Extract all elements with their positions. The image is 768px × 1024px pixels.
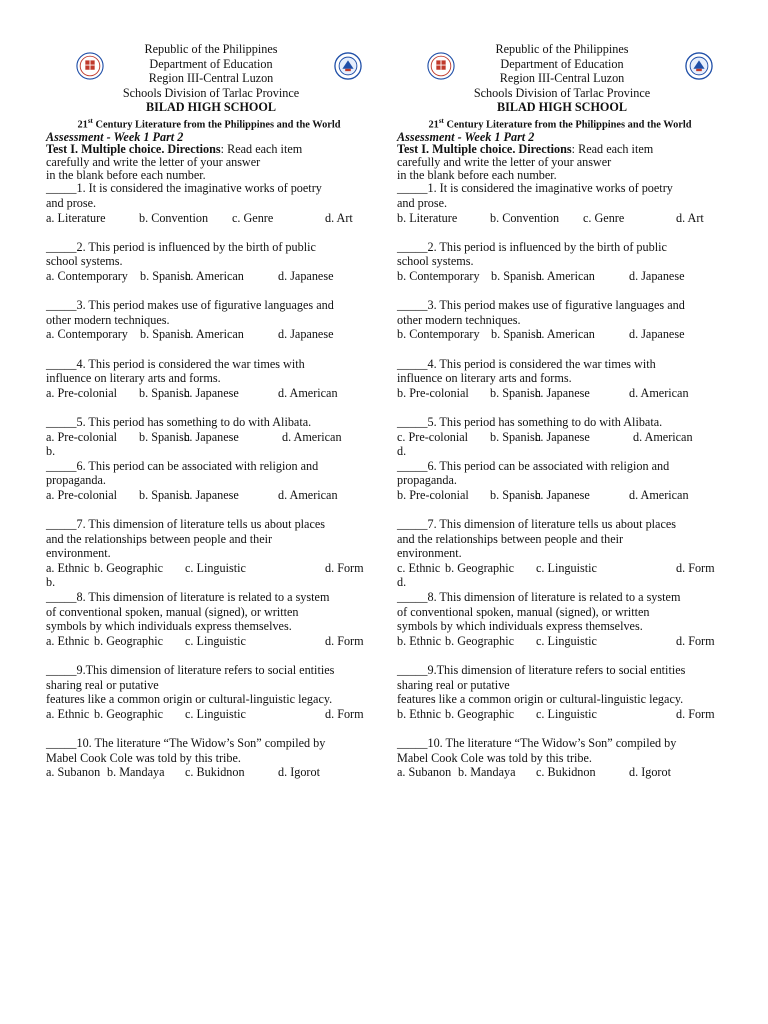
option: c. Japanese xyxy=(184,429,239,444)
option: a. Subanon xyxy=(397,765,452,780)
directions-line: in the blank before each number. xyxy=(46,167,206,182)
option: b. Literature xyxy=(397,210,458,225)
option: a. Ethnic xyxy=(46,706,90,721)
option: b. Ethnic xyxy=(397,706,442,721)
option: d. American xyxy=(278,487,338,502)
option: b. Spanish xyxy=(140,327,191,342)
option: d. Form xyxy=(676,560,715,575)
option: a. Ethnic xyxy=(46,560,90,575)
option: a. Literature xyxy=(46,210,106,225)
option: a. Ethnic xyxy=(46,633,90,648)
option: c. Linguistic xyxy=(185,633,246,648)
question-8: _____8. This dimension of literature is related to a system of conventional spoken, manual (signed), or written symbols by which individuals express themselves. b. Ethnic b. Geographic c. Linguistic d. Form xyxy=(397,590,727,648)
option: a. Pre-colonial xyxy=(46,385,118,400)
option: d. American xyxy=(629,385,689,400)
option: a. Pre-colonial xyxy=(46,429,118,444)
directions-line: in the blank before each number. xyxy=(397,167,557,182)
course-title: 21st Century Literature from the Philippines and the World xyxy=(77,116,341,131)
option: b. Convention xyxy=(139,210,209,225)
stray-text: d. xyxy=(397,575,407,590)
option: c. Japanese xyxy=(184,385,239,400)
option: d. Japanese xyxy=(278,269,334,283)
option: b. Geographic xyxy=(445,560,515,575)
option: d. Form xyxy=(676,633,715,648)
test-title: Test I. Multiple choice. Directions: Read each item xyxy=(397,142,654,157)
option: c. American xyxy=(185,269,244,283)
option: d. Japanese xyxy=(629,327,685,342)
header-department: Department of Education xyxy=(149,56,273,71)
option: b. Pre-colonial xyxy=(397,487,469,502)
answer-options xyxy=(46,211,376,226)
header-region: Region III-Central Luzon xyxy=(148,71,274,86)
header-division: Schools Division of Tarlac Province xyxy=(122,85,300,100)
question-9: _____9.This dimension of literature refers to social entities sharing real or putative features like a common origin or cultural-linguistic legacy. a. Ethnic b. Geographic c. Linguistic d. Form xyxy=(46,663,376,721)
header-region: Region III-Central Luzon xyxy=(499,71,625,86)
option: b. Spanish xyxy=(139,487,190,502)
answer-options xyxy=(46,561,376,576)
assessment-title: Assessment - Week 1 Part 2 xyxy=(46,130,184,145)
question-5: _____5. This period has something to do with Alibata. a. Pre-colonial b. Spanish c. Japanese d. American b. xyxy=(46,415,376,459)
option: b. Spanish xyxy=(490,487,541,502)
option: c. Linguistic xyxy=(185,560,246,575)
question-6: _____6. This period can be associated with religion and propaganda. b. Pre-colonial b. Spanish c. Japanese d. American xyxy=(397,459,727,503)
question-3: _____3. This period makes use of figurative languages and other modern techniques. b. Contemporary b. Spanish c. American d. Japanese xyxy=(397,298,727,342)
header-republic: Republic of the Philippines xyxy=(144,42,278,56)
option: d. Form xyxy=(325,633,364,648)
option: c. Bukidnon xyxy=(536,765,596,780)
option: c. Linguistic xyxy=(185,706,246,721)
school-seal-icon xyxy=(685,52,713,80)
question-7: _____7. This dimension of literature tells us about places and the relationships between people and their environment. a. Ethnic b. Geographic c. Linguistic d. Form b. xyxy=(46,517,376,590)
option: b. Spanish xyxy=(491,327,542,342)
option: c. Pre-colonial xyxy=(397,429,469,444)
option: b. Convention xyxy=(490,210,560,225)
directions-line: carefully and write the letter of your answer xyxy=(46,155,261,170)
option: d. Form xyxy=(676,706,715,721)
directions-line: carefully and write the letter of your answer xyxy=(397,155,612,170)
question-4: _____4. This period is considered the war times with influence on literary arts and forms. b. Pre-colonial b. Spanish c. Japanese d. American xyxy=(397,357,727,401)
option: b. Spanish xyxy=(490,385,541,400)
option: a. Contemporary xyxy=(46,269,128,283)
test-title: Test I. Multiple choice. Directions: Read each item xyxy=(46,142,303,157)
option: c. Ethnic xyxy=(397,560,441,575)
option: d. Form xyxy=(325,560,364,575)
left-column xyxy=(46,42,376,780)
answer-options xyxy=(46,327,376,342)
header-republic: Republic of the Philippines xyxy=(495,42,629,56)
answer-options xyxy=(46,488,376,503)
option: b. Spanish xyxy=(140,269,191,283)
stray-text: b. xyxy=(46,444,56,459)
option: d. Japanese xyxy=(278,327,334,342)
answer-options xyxy=(397,561,727,576)
stray-text: d. xyxy=(397,444,407,459)
answer-options xyxy=(397,765,727,780)
option: d. Igorot xyxy=(629,765,671,780)
right-column xyxy=(397,42,727,780)
question-10: _____10. The literature “The Widow’s Son” compiled by Mabel Cook Cole was told by this tribe. a. Subanon b. Mandaya c. Bukidnon d. Igorot xyxy=(397,736,727,780)
answer-options xyxy=(397,269,727,284)
option: d. Form xyxy=(325,706,364,721)
option: b. Geographic xyxy=(94,633,164,648)
answer-options xyxy=(397,634,727,649)
option: b. Geographic xyxy=(94,706,164,721)
option: d. American xyxy=(278,385,338,400)
header xyxy=(46,42,376,115)
option: c. Genre xyxy=(583,210,625,225)
question-8: _____8. This dimension of literature is related to a system of conventional spoken, manual (signed), or written symbols by which individuals express themselves. a. Ethnic b. Geographic c. Linguistic d. Form xyxy=(46,590,376,648)
option: d. American xyxy=(633,429,693,444)
option: c. American xyxy=(185,327,244,342)
option: b. Geographic xyxy=(445,706,515,721)
answer-options xyxy=(46,707,376,722)
deped-seal-icon xyxy=(76,52,104,80)
option: b. Mandaya xyxy=(107,765,165,780)
question-1: _____1. It is considered the imaginative works of poetry and prose. a. Literature b. Convention c. Genre d. Art xyxy=(46,181,376,225)
option: d. Art xyxy=(676,210,704,225)
header xyxy=(397,42,727,115)
question-6: _____6. This period can be associated with religion and propaganda. a. Pre-colonial b. Spanish c. Japanese d. American xyxy=(46,459,376,503)
option: b. Geographic xyxy=(94,560,164,575)
answer-options xyxy=(397,327,727,342)
option: b. Contemporary xyxy=(397,327,480,342)
answer-options xyxy=(397,707,727,722)
question-7: _____7. This dimension of literature tells us about places and the relationships between people and their environment. c. Ethnic b. Geographic c. Linguistic d. Form d. xyxy=(397,517,727,590)
option: c. Japanese xyxy=(184,487,239,502)
option: a. Subanon xyxy=(46,765,101,780)
option: c. Linguistic xyxy=(536,633,597,648)
answer-options xyxy=(397,386,727,401)
option: d. Art xyxy=(325,210,353,225)
stray-text: b. xyxy=(46,575,56,590)
question-3: _____3. This period makes use of figurative languages and other modern techniques. a. Contemporary b. Spanish c. American d. Japanese xyxy=(46,298,376,342)
answer-options xyxy=(46,765,376,780)
answer-options xyxy=(46,430,376,445)
answer-options xyxy=(397,211,727,226)
question-5: _____5. This period has something to do with Alibata. c. Pre-colonial b. Spanish c. Japanese d. American d. xyxy=(397,415,727,459)
option: c. Bukidnon xyxy=(185,765,245,780)
answer-options xyxy=(46,386,376,401)
option: c. Japanese xyxy=(535,487,590,502)
course-title: 21st Century Literature from the Philippines and the World xyxy=(428,116,692,131)
option: a. Pre-colonial xyxy=(46,487,118,502)
option: d. Japanese xyxy=(629,269,685,283)
option: c. American xyxy=(536,269,595,283)
deped-seal-icon xyxy=(427,52,455,80)
option: c. Linguistic xyxy=(536,706,597,721)
option: c. Japanese xyxy=(535,429,590,444)
option: b. Spanish xyxy=(139,385,190,400)
option: c. Linguistic xyxy=(536,560,597,575)
question-2: _____2. This period is influenced by the birth of public school systems. b. Contemporary b. Spanish c. American d. Japanese xyxy=(397,240,727,284)
option: d. Igorot xyxy=(278,765,320,780)
option: b. Spanish xyxy=(139,429,190,444)
answer-options xyxy=(46,634,376,649)
header-department: Department of Education xyxy=(500,56,624,71)
school-name: BILAD HIGH SCHOOL xyxy=(145,100,277,115)
option: d. American xyxy=(629,487,689,502)
option: b. Mandaya xyxy=(458,765,516,780)
option: a. Contemporary xyxy=(46,327,128,342)
option: b. Ethnic xyxy=(397,633,442,648)
option: c. Genre xyxy=(232,210,274,225)
assessment-title: Assessment - Week 1 Part 2 xyxy=(397,130,535,145)
header-division: Schools Division of Tarlac Province xyxy=(473,85,651,100)
option: c. American xyxy=(536,327,595,342)
question-4: _____4. This period is considered the war times with influence on literary arts and forms. a. Pre-colonial b. Spanish c. Japanese d. American xyxy=(46,357,376,401)
option: c. Japanese xyxy=(535,385,590,400)
question-10: _____10. The literature “The Widow’s Son” compiled by Mabel Cook Cole was told by this tribe. a. Subanon b. Mandaya c. Bukidnon d. Igorot xyxy=(46,736,376,780)
question-9: _____9.This dimension of literature refers to social entities sharing real or putative features like a common origin or cultural-linguistic legacy. b. Ethnic b. Geographic c. Linguistic d. Form xyxy=(397,663,727,721)
school-name: BILAD HIGH SCHOOL xyxy=(496,100,628,115)
answer-options xyxy=(397,430,727,445)
option: b. Contemporary xyxy=(397,269,480,283)
option: b. Pre-colonial xyxy=(397,385,469,400)
option: b. Spanish xyxy=(491,269,542,283)
answer-options xyxy=(46,269,376,284)
school-seal-icon xyxy=(334,52,362,80)
question-2: _____2. This period is influenced by the birth of public school systems. a. Contemporary b. Spanish c. American d. Japanese xyxy=(46,240,376,284)
question-1: _____1. It is considered the imaginative works of poetry and prose. b. Literature b. Convention c. Genre d. Art xyxy=(397,181,727,225)
option: b. Spanish xyxy=(490,429,541,444)
answer-options xyxy=(397,488,727,503)
option: b. Geographic xyxy=(445,633,515,648)
option: d. American xyxy=(282,429,342,444)
